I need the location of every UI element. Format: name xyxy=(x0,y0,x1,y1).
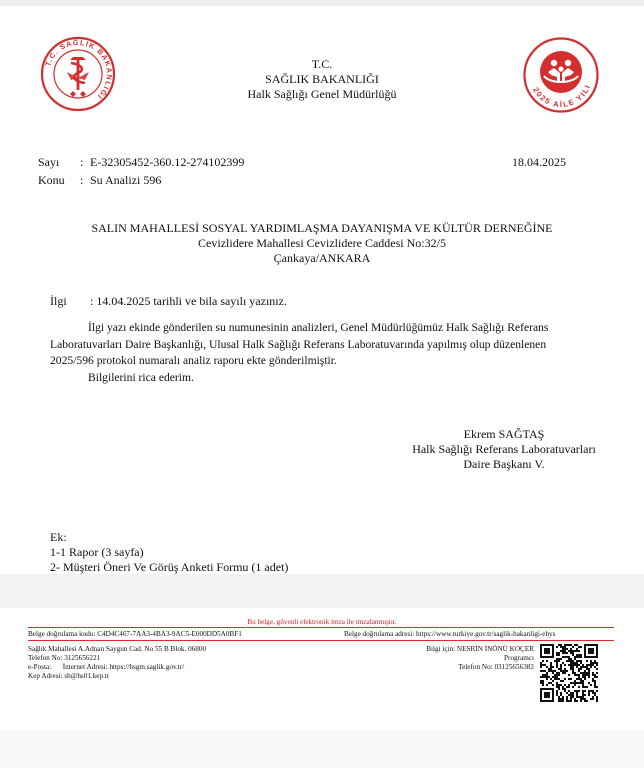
header-directorate: Halk Sağlığı Genel Müdürlüğü xyxy=(247,87,397,101)
signatory-title-1: Halk Sağlığı Referans Laboratuvarları xyxy=(412,442,596,456)
e-signature-notice: Bu belge, güvenli elektronik imza ile imzalanmıştır. xyxy=(247,618,397,626)
konu-colon: : xyxy=(80,173,84,187)
footer-divider-top xyxy=(28,627,614,628)
body-line-4: Bilgilerini rica ederim. xyxy=(88,370,194,384)
page-top-edge xyxy=(0,0,644,6)
ministry-of-health-logo xyxy=(40,36,116,112)
footer-phone: Telefon No: 3125656221 xyxy=(28,654,101,662)
recipient-name: SALIN MAHALLESİ SOSYAL YARDIMLAŞMA DAYANIŞMA VE KÜLTÜR DERNEĞİNE xyxy=(91,221,553,235)
verification-code: Belge doğrulama kodu: C4D4C467-7AA3-4BA3-9AC5-E000DD5A0BF1 xyxy=(28,630,242,638)
ministry-ring-text: T.C. SAĞLIK BAKANLIĞI xyxy=(43,37,115,102)
qr-code-icon xyxy=(540,644,598,702)
family-year-emblem-icon xyxy=(522,36,600,114)
recipient-block xyxy=(40,221,604,266)
signature-block xyxy=(396,427,612,472)
family-year-ring-text: 2025 AİLE YILI xyxy=(531,82,593,110)
attachments-label: Ek: xyxy=(50,530,67,544)
body-line-1: İlgi yazı ekinde gönderilen su numunesinin analizleri, Genel Müdürlüğümüz Halk Sağlığı Referans xyxy=(88,321,549,334)
footer-divider-bottom xyxy=(28,640,614,641)
attachments xyxy=(50,530,288,575)
recipient-street: Cevizlidere Mahallesi Cevizlidere Caddesi No:32/5 xyxy=(198,236,446,250)
attachment-item-2: 2- Müşteri Öneri Ve Görüş Anketi Formu (1 adet) xyxy=(50,560,289,574)
header-tc: T.C. xyxy=(311,57,333,71)
document-date: 18.04.2025 xyxy=(512,155,566,169)
letter-body xyxy=(50,320,606,386)
ministry-emblem-icon xyxy=(40,36,116,112)
konu-value: Su Analizi 596 xyxy=(90,173,162,187)
qr-code xyxy=(540,644,598,702)
footer-info-contact: Bilgi için: NESRİN İNÖNÜ KOÇER xyxy=(426,645,534,653)
sayi-value: E-32305452-360.12-274102399 xyxy=(90,155,245,169)
footer-email: e-Posta: xyxy=(28,663,52,671)
sayi-label: Sayı xyxy=(38,155,60,169)
footer-kep: Kep Adresi: sb@hs01.kep.tr xyxy=(28,672,110,680)
page-bottom-gap xyxy=(0,730,644,768)
ilgi-label: İlgi xyxy=(50,294,67,308)
letterhead xyxy=(172,57,472,102)
attachment-item-1: 1-1 Rapor (3 sayfa) xyxy=(50,545,144,559)
footer-contact-right xyxy=(388,645,534,672)
ilgi-value: : 14.04.2025 tarihli ve bila sayılı yazınız. xyxy=(90,294,287,308)
footer-address: Sağlık Mahallesi A.Adnan Saygun Cad. No 55 B Blok. 06800 xyxy=(28,645,207,653)
page-break-gap xyxy=(0,574,644,608)
body-line-2: Laboratuvarları Daire Başkanlığı, Ulusal Halk Sağlığı Referans Laboratuvarında yapılmış olup düzenlenen xyxy=(50,337,547,351)
footer-role: Programcı xyxy=(504,654,534,662)
signatory-title-2: Daire Başkanı V. xyxy=(463,457,545,471)
header-ministry: SAĞLIK BAKANLIĞI xyxy=(265,72,379,86)
family-year-logo xyxy=(522,36,600,114)
signatory-name: Ekrem SAĞTAŞ xyxy=(463,427,545,441)
body-line-3: 2025/596 protokol numaralı analiz raporu ekte gönderilmiştir. xyxy=(50,354,337,367)
footer-contact-left xyxy=(28,645,206,681)
footer-phone-right: Telefon No: 03125656382 xyxy=(458,663,534,671)
verification-address: Belge doğrulama adresi: https://www.turkiye.gov.tr/saglik-bakanligi-ebys xyxy=(344,630,556,638)
sayi-colon: : xyxy=(80,155,84,169)
footer-internet: İnternet Adresi: https://hsgm.saglik.gov.tr/ xyxy=(62,663,185,671)
recipient-city: Çankaya/ANKARA xyxy=(273,251,371,265)
konu-label: Konu xyxy=(38,173,65,187)
